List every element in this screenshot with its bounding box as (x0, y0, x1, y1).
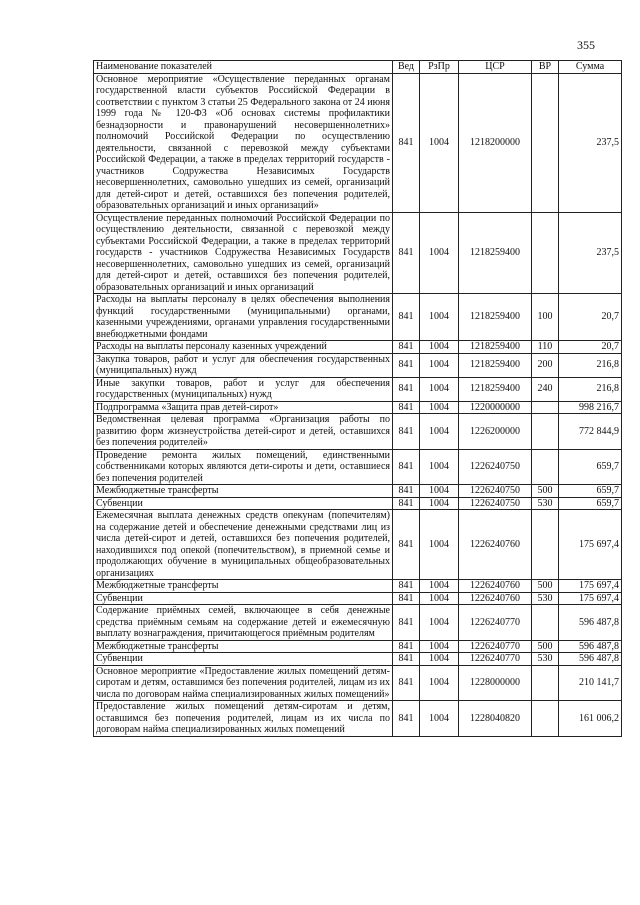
table-header-row (94, 61, 622, 74)
cell-name: Расходы на выплаты персоналу казенных учреждений (94, 341, 393, 354)
cell-sum: 175 697,4 (559, 510, 622, 580)
cell-ved: 841 (393, 497, 420, 510)
cell-csr: 1226240750 (459, 449, 532, 485)
cell-ved: 841 (393, 341, 420, 354)
cell-rzpr: 1004 (420, 341, 459, 354)
table-row (94, 341, 622, 354)
table-row (94, 294, 622, 341)
cell-sum: 216,8 (559, 353, 622, 377)
cell-name: Содержание приёмных семей, включающее в себя денежные средства приёмным семьям на содержание детей и ежемесячную выплату вознаграждения, причитающегося приёмным родителям (94, 605, 393, 641)
cell-name: Основное мероприятие «Осуществление переданных органам государственной власти субъектов Российской Федерации в соответствии с пунктом 3 статьи 25 Федерального закона от 24 июня 1999 года № 120-ФЗ «Об основах системы профилактики безнадзорности и правонарушений несовершеннолетних» полномочий Российской Федерации по осуществлению деятельности, связанной с перевозкой между субъектами Российской Федерации, а также в пределах территорий государств - участников Содружества Независимых Государств несовершеннолетних, самовольно ушедших из семей, организаций для детей-сирот и детей, оставшихся без попечения родителей, образовательных организаций и иных организаций» (94, 73, 393, 212)
cell-name: Субвенции (94, 653, 393, 666)
table-row (94, 449, 622, 485)
cell-ved: 841 (393, 377, 420, 401)
cell-rzpr: 1004 (420, 592, 459, 605)
cell-csr: 1226240770 (459, 605, 532, 641)
cell-rzpr: 1004 (420, 640, 459, 653)
cell-sum: 659,7 (559, 497, 622, 510)
cell-vr: 530 (532, 592, 559, 605)
cell-vr (532, 510, 559, 580)
cell-name: Субвенции (94, 592, 393, 605)
cell-vr (532, 401, 559, 414)
table-row (94, 212, 622, 294)
cell-rzpr: 1004 (420, 653, 459, 666)
table-row (94, 665, 622, 701)
cell-csr: 1226240770 (459, 640, 532, 653)
table-row (94, 377, 622, 401)
cell-name: Предоставление жилых помещений детям-сиротам и детям, оставшимся без попечения родителей, лицам из их числа по договорам найма специализированных жилых помещений (94, 701, 393, 737)
cell-ved: 841 (393, 510, 420, 580)
cell-name: Проведение ремонта жилых помещений, единственными собственниками которых являются дети-сироты и дети, оставшиеся без попечения родителей (94, 449, 393, 485)
cell-ved: 841 (393, 665, 420, 701)
cell-rzpr: 1004 (420, 605, 459, 641)
cell-csr: 1226240750 (459, 497, 532, 510)
cell-csr: 1226200000 (459, 414, 532, 450)
cell-rzpr: 1004 (420, 294, 459, 341)
header-sum: Сумма (559, 61, 622, 74)
cell-ved: 841 (393, 653, 420, 666)
cell-sum: 175 697,4 (559, 580, 622, 593)
cell-csr: 1218200000 (459, 73, 532, 212)
cell-rzpr: 1004 (420, 414, 459, 450)
cell-csr: 1218259400 (459, 377, 532, 401)
cell-csr: 1228040820 (459, 701, 532, 737)
cell-name: Закупка товаров, работ и услуг для обеспечения государственных (муниципальных) нужд (94, 353, 393, 377)
cell-rzpr: 1004 (420, 485, 459, 498)
cell-rzpr: 1004 (420, 701, 459, 737)
table-row (94, 485, 622, 498)
cell-name: Субвенции (94, 497, 393, 510)
cell-vr (532, 605, 559, 641)
table-row (94, 701, 622, 737)
table-row (94, 73, 622, 212)
cell-sum: 210 141,7 (559, 665, 622, 701)
cell-ved: 841 (393, 605, 420, 641)
cell-sum: 772 844,9 (559, 414, 622, 450)
cell-vr (532, 212, 559, 294)
table-row (94, 401, 622, 414)
header-ved: Вед (393, 61, 420, 74)
cell-name: Межбюджетные трансферты (94, 485, 393, 498)
cell-name: Подпрограмма «Защита прав детей-сирот» (94, 401, 393, 414)
cell-ved: 841 (393, 73, 420, 212)
cell-csr: 1218259400 (459, 212, 532, 294)
cell-sum: 596 487,8 (559, 605, 622, 641)
header-name: Наименование показателей (94, 61, 393, 74)
cell-vr (532, 701, 559, 737)
cell-vr (532, 665, 559, 701)
cell-name: Основное мероприятие «Предоставление жилых помещений детям-сиротам и детям, оставшимся без попечения родителей, лицам из их числа по договорам найма специализированных жилых помещений» (94, 665, 393, 701)
cell-vr (532, 414, 559, 450)
table-row (94, 353, 622, 377)
table-row (94, 640, 622, 653)
cell-name: Осуществление переданных полномочий Российской Федерации по осуществлению деятельности, связанной с перевозкой между субъектами Российской Федерации, а также в пределах территорий государств - участников Содружества Независимых Государств несовершеннолетних, самовольно ушедших из семей, организаций для детей-сирот и детей, оставшихся без попечения родителей, образовательных организаций и иных организаций (94, 212, 393, 294)
cell-vr (532, 73, 559, 212)
cell-ved: 841 (393, 485, 420, 498)
cell-csr: 1218259400 (459, 353, 532, 377)
table-row (94, 497, 622, 510)
cell-name: Межбюджетные трансферты (94, 580, 393, 593)
cell-vr (532, 449, 559, 485)
cell-csr: 1228000000 (459, 665, 532, 701)
cell-csr: 1218259400 (459, 294, 532, 341)
cell-vr: 500 (532, 485, 559, 498)
cell-csr: 1226240760 (459, 592, 532, 605)
cell-vr: 100 (532, 294, 559, 341)
cell-sum: 659,7 (559, 449, 622, 485)
cell-vr: 200 (532, 353, 559, 377)
cell-sum: 596 487,8 (559, 653, 622, 666)
cell-csr: 1226240760 (459, 580, 532, 593)
cell-name: Ведомственная целевая программа «Организация работы по развитию форм жизнеустройства детей-сирот и детей, оставшихся без попечения родителей» (94, 414, 393, 450)
cell-ved: 841 (393, 353, 420, 377)
cell-vr: 500 (532, 580, 559, 593)
table-row (94, 510, 622, 580)
cell-sum: 216,8 (559, 377, 622, 401)
table-row (94, 653, 622, 666)
table-row (94, 580, 622, 593)
cell-sum: 998 216,7 (559, 401, 622, 414)
cell-rzpr: 1004 (420, 497, 459, 510)
cell-rzpr: 1004 (420, 580, 459, 593)
cell-rzpr: 1004 (420, 73, 459, 212)
cell-ved: 841 (393, 212, 420, 294)
cell-ved: 841 (393, 592, 420, 605)
cell-csr: 1226240770 (459, 653, 532, 666)
cell-name: Иные закупки товаров, работ и услуг для обеспечения государственных (муниципальных) нужд (94, 377, 393, 401)
cell-csr: 1226240750 (459, 485, 532, 498)
cell-vr: 240 (532, 377, 559, 401)
cell-rzpr: 1004 (420, 449, 459, 485)
cell-csr: 1226240760 (459, 510, 532, 580)
cell-vr: 500 (532, 640, 559, 653)
table-row (94, 592, 622, 605)
budget-table (93, 60, 622, 737)
cell-sum: 659,7 (559, 485, 622, 498)
table-row (94, 414, 622, 450)
page-number: 355 (577, 38, 595, 52)
cell-vr: 110 (532, 341, 559, 354)
cell-name: Расходы на выплаты персоналу в целях обеспечения выполнения функций государственными (муниципальными) органами, казенными учреждениями, органами управления государственными внебюджетными фондами (94, 294, 393, 341)
cell-name: Ежемесячная выплата денежных средств опекунам (попечителям) на содержание детей и обеспечение денежными средствами лиц из числа детей-сирот и детей, оставшихся без попечения родителей, находившихся под опекой (попечительством), в приемной семье и продолжающих обучение в муниципальных общеобразовательных организациях (94, 510, 393, 580)
cell-ved: 841 (393, 414, 420, 450)
cell-ved: 841 (393, 401, 420, 414)
cell-ved: 841 (393, 701, 420, 737)
cell-ved: 841 (393, 449, 420, 485)
header-rzpr: РзПр (420, 61, 459, 74)
cell-sum: 20,7 (559, 341, 622, 354)
cell-sum: 237,5 (559, 212, 622, 294)
cell-csr: 1220000000 (459, 401, 532, 414)
cell-rzpr: 1004 (420, 401, 459, 414)
header-vr: ВР (532, 61, 559, 74)
cell-sum: 161 006,2 (559, 701, 622, 737)
header-csr: ЦСР (459, 61, 532, 74)
cell-rzpr: 1004 (420, 510, 459, 580)
cell-vr: 530 (532, 653, 559, 666)
cell-ved: 841 (393, 580, 420, 593)
cell-sum: 596 487,8 (559, 640, 622, 653)
cell-csr: 1218259400 (459, 341, 532, 354)
cell-rzpr: 1004 (420, 665, 459, 701)
cell-vr: 530 (532, 497, 559, 510)
cell-ved: 841 (393, 294, 420, 341)
cell-rzpr: 1004 (420, 353, 459, 377)
cell-ved: 841 (393, 640, 420, 653)
cell-name: Межбюджетные трансферты (94, 640, 393, 653)
cell-rzpr: 1004 (420, 377, 459, 401)
cell-sum: 237,5 (559, 73, 622, 212)
cell-rzpr: 1004 (420, 212, 459, 294)
table-row (94, 605, 622, 641)
cell-sum: 175 697,4 (559, 592, 622, 605)
cell-sum: 20,7 (559, 294, 622, 341)
